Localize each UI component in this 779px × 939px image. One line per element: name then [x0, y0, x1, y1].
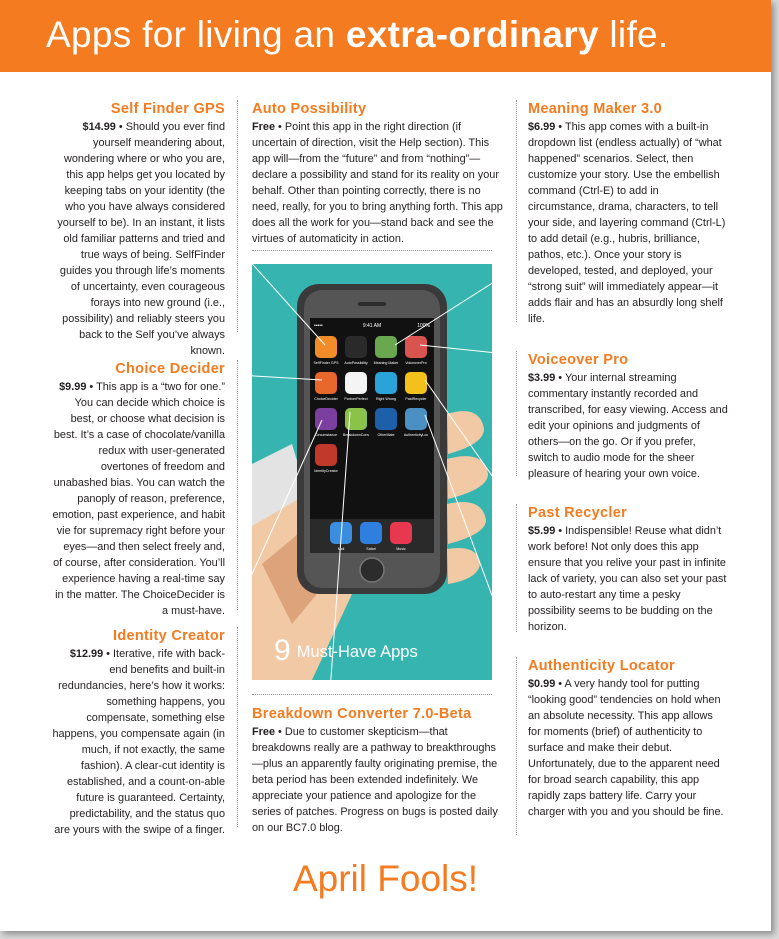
app-icon-label: Meaning Maker — [373, 361, 399, 365]
app-icon-label: Safari — [366, 547, 376, 551]
app-price: $5.99 — [528, 525, 556, 537]
app-icon-label: PartnerPerfect — [344, 397, 368, 401]
app-icon-label: SelfFinder GPS — [313, 361, 339, 365]
app-name: Authenticity Locator — [528, 658, 675, 674]
app-name: Breakdown Converter 7.0-Beta — [252, 706, 472, 722]
app-price: $6.99 — [528, 121, 556, 133]
app-name: Identity Creator — [113, 628, 225, 644]
app-icon-label: BreakdownConv — [342, 433, 370, 437]
app-price: $0.99 — [528, 678, 556, 690]
app-icon-label: AutoPossibility — [344, 361, 368, 365]
pointer-line — [238, 420, 322, 605]
app-price: Free — [252, 726, 276, 738]
app-name: Past Recycler — [528, 505, 628, 521]
app-icon-label: Circumstance — [315, 433, 337, 437]
app-name: Choice Decider — [115, 361, 225, 377]
footer-punchline: April Fools! — [292, 858, 479, 899]
app-icon-label: Mail — [337, 547, 345, 551]
app-icon-label: OtherMate — [377, 433, 395, 437]
app-name: Auto Possibility — [252, 101, 367, 117]
app-name: Self Finder GPS — [110, 101, 225, 117]
panel-caption: 9 Must-Have Apps — [274, 634, 418, 667]
app-name: Meaning Maker 3.0 — [528, 101, 663, 117]
app-description: Free • Due to customer skepticism—that breakdowns really are a pathway to breakthroughs—plus an apparently faulty originating premise, the beta period has been extended indefinitely. We appreciate your patience and apologize for the series of patches. Progress on bugs is posted daily on our BC7.0 blog. — [252, 726, 498, 834]
app-icon-label: ChoiceDecider — [314, 397, 338, 401]
app-description: Free • Point this app in the right direction (if uncertain of direction, visit the Help section). This app will—from the “future” and from “nothing”— declare a possibility and stand for its reality on your behalf. Other than pointing correctly, there is no need, really, for you to bring anything forth. This app does all the work for you—stand back and see the virtues of automaticity in action. — [252, 121, 503, 245]
pointer-line — [238, 248, 325, 345]
app-price: $14.99 — [82, 121, 116, 133]
pointer-line — [425, 380, 516, 510]
pointer-line — [425, 415, 516, 660]
status-time: 9:41 AM — [362, 323, 382, 329]
app-price: $9.99 — [59, 381, 87, 393]
app-icon-label: AuthenticityLoc — [403, 433, 429, 437]
pointer-line — [395, 268, 516, 345]
app-name: Voiceover Pro — [528, 352, 629, 368]
app-description: $0.99 • A very handy tool for putting “looking good” tendencies on hold when an absolute necessity. This app allows for moments (brief) of authenticity to surface and make their debut. Unfortunately, due to the apparent need for broad search capability, this app rapidly zaps battery life. Carry your charger with you and you should be fine. — [528, 678, 724, 818]
app-icon-label: Right Wrong — [376, 397, 396, 401]
pointer-line — [330, 412, 350, 692]
app-description: $9.99 • This app is a “two for one.” You can decide which choice is best, or choose what decision is best. It’s a case of chocolate/vanilla redux with user-generated overtones of freedom and unabashed bias. You can watch the panoply of reason, preference, emotion, past experience, and habit vie for supremacy right before your eyes—and then select freely and, of course, after consideration. You’ll experience having a real-time say in the matter. The ChoiceDecider is a must-have. — [52, 381, 225, 617]
app-price: Free — [252, 121, 276, 133]
pointer-line — [238, 375, 322, 380]
app-icon-label: PastRecycler — [405, 397, 427, 401]
app-description: $5.99 • Indispensible! Reuse what didn’t work before! Not only does this app ensure that you relive your past in infinite lack of variety, you can also set your past to auto-restart any time a pesky possibility seems to be budding on the horizon. — [528, 525, 727, 633]
app-description: $3.99 • Your internal streaming commentary instantly recorded and transcribed, for easy viewing. Access and edit your opinions and judgments of others—on the go. Or if you prefer, switch to audio mode for the sheer pleasure of hearing your own voice. — [528, 372, 728, 480]
app-description: $14.99 • Should you ever find yourself meandering about, wondering where or who you are, this app helps get you located by keeping tabs on your identity (the who you have always considered yourself to be). In an instant, it lists old familiar patterns and tried and true ways of being. SelfFinder guides you through life’s moments of uncertainty, even courageous forays into new ground (i.e., possibility) and reliably steers you back to the Self you’ve always known. — [57, 121, 225, 357]
app-icon-label: VoiceoverPro — [405, 361, 427, 365]
app-price: $3.99 — [528, 372, 556, 384]
status-battery: 100% — [417, 323, 430, 329]
status-carrier: ••••• — [314, 323, 323, 329]
app-icon-label: IdentityCreator — [314, 469, 338, 473]
app-icon-label: Music — [396, 547, 406, 551]
app-description: $12.99 • Iterative, rife with back-end benefits and built-in redundancies, here’s how it works: something happens, you compensate, something else happens, you compensate again (in much, if not exactly, the same fashion). A clear-cut identity is established, and a count-on-able future is guaranteed. Certainty, predictability, and the status quo are yours with the swipe of a finger. — [52, 648, 225, 836]
pointer-line — [420, 345, 516, 355]
app-price: $12.99 — [69, 648, 104, 660]
app-description: $6.99 • This app comes with a built-in dropdown list (endless actually) of “what happened” scenarios. Select, then customize your story. Use the embellish command (Ctrl-E) to add in circumstance, drama, characters, to tell your side, and layering command (Ctrl-L) to add detail (e.g., hubris, brilliance, pathos, etc.). Once your story is developed, tested, and deployed, your “strong suit” will immediately appear—it adds flair and has an absurdly long shelf life. — [528, 121, 726, 325]
page-title: Apps for living an extra-ordinary life. — [46, 14, 669, 55]
